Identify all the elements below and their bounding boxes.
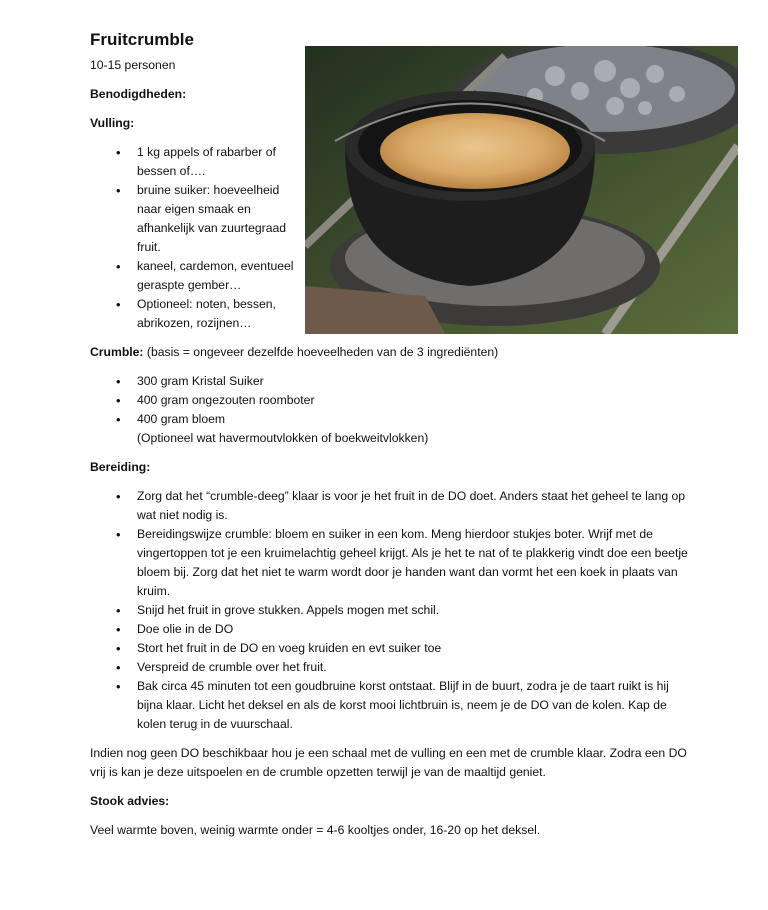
list-item: • 1 kg appels of rabarber of bessen of…. xyxy=(137,143,297,181)
bereiding-heading: Bereiding: xyxy=(90,460,151,474)
list-item: • Zorg dat het “crumble-deeg” klaar is voor je het fruit in de DO doet. Anders staat het geheel te lang op wat niet nodig is. xyxy=(137,487,690,525)
list-item: • 400 gram ongezouten roomboter xyxy=(137,391,690,410)
list-item xyxy=(137,410,690,448)
indien-paragraph: Indien nog geen DO beschikbaar hou je een schaal met de vulling en een met de crumble klaar. Zodra een DO vrij is kan je deze uitspoelen en de crumble opzetten terwijl je van de maaltijd geniet. xyxy=(90,746,687,779)
list-item: • Optioneel: noten, bessen, abrikozen, rozijnen… xyxy=(137,295,297,333)
bereiding-list xyxy=(90,487,690,734)
list-item: • Doe olie in de DO xyxy=(137,620,690,639)
list-item: • Snijd het fruit in grove stukken. Appels mogen met schil. xyxy=(137,601,690,620)
crumble-heading: Crumble: xyxy=(90,345,144,359)
list-item: • 300 gram Kristal Suiker xyxy=(137,372,690,391)
recipe-document xyxy=(90,28,690,850)
vulling-heading: Vulling: xyxy=(90,116,135,130)
stook-text: Veel warmte boven, weinig warmte onder = 4-6 kooltjes onder, 16-20 op het deksel. xyxy=(90,823,541,837)
crumble-note: (basis = ongeveer dezelfde hoeveelheden van de 3 ingrediënten) xyxy=(143,345,499,359)
benodigdheden-heading: Benodigdheden: xyxy=(90,87,187,101)
list-item: • kaneel, cardemon, eventueel geraspte gember… xyxy=(137,257,297,295)
list-item: • Verspreid de crumble over het fruit. xyxy=(137,658,690,677)
list-item: • Stort het fruit in de DO en voeg kruiden en evt suiker toe xyxy=(137,639,690,658)
list-item: • bruine suiker: hoeveelheid naar eigen smaak en afhankelijk van zuurtegraad fruit. xyxy=(137,181,297,257)
crumble-optional: (Optioneel wat havermoutvlokken of boekweitvlokken) xyxy=(137,431,429,445)
list-item: • Bak circa 45 minuten tot een goudbruine korst ontstaat. Blijf in de buurt, zodra je de taart ruikt is hij bijna klaar. Licht het deksel en als de korst mooi lichtbruin is, neem je de DO van de kolen. Kap de kolen terug in de vuurschaal. xyxy=(137,677,690,734)
stook-heading: Stook advies: xyxy=(90,794,170,808)
crumble-list xyxy=(90,372,690,448)
crumble-paragraph xyxy=(90,343,690,362)
servings: 10-15 personen xyxy=(90,58,176,72)
list-item-text: 400 gram bloem xyxy=(137,412,226,426)
vulling-list xyxy=(90,143,297,333)
page-title: Fruitcrumble xyxy=(90,30,194,49)
list-item: • Bereidingswijze crumble: bloem en suiker in een kom. Meng hierdoor stukjes boter. Wrijf met de vingertoppen tot je een kruimelachtig geheel krijgt. Als je het te nat of te plakkerig vindt doe een beetje bloem bij. Zorg dat het niet te warm wordt door je handen want dan vormt het een koek in plaats van kruim. xyxy=(137,525,690,601)
